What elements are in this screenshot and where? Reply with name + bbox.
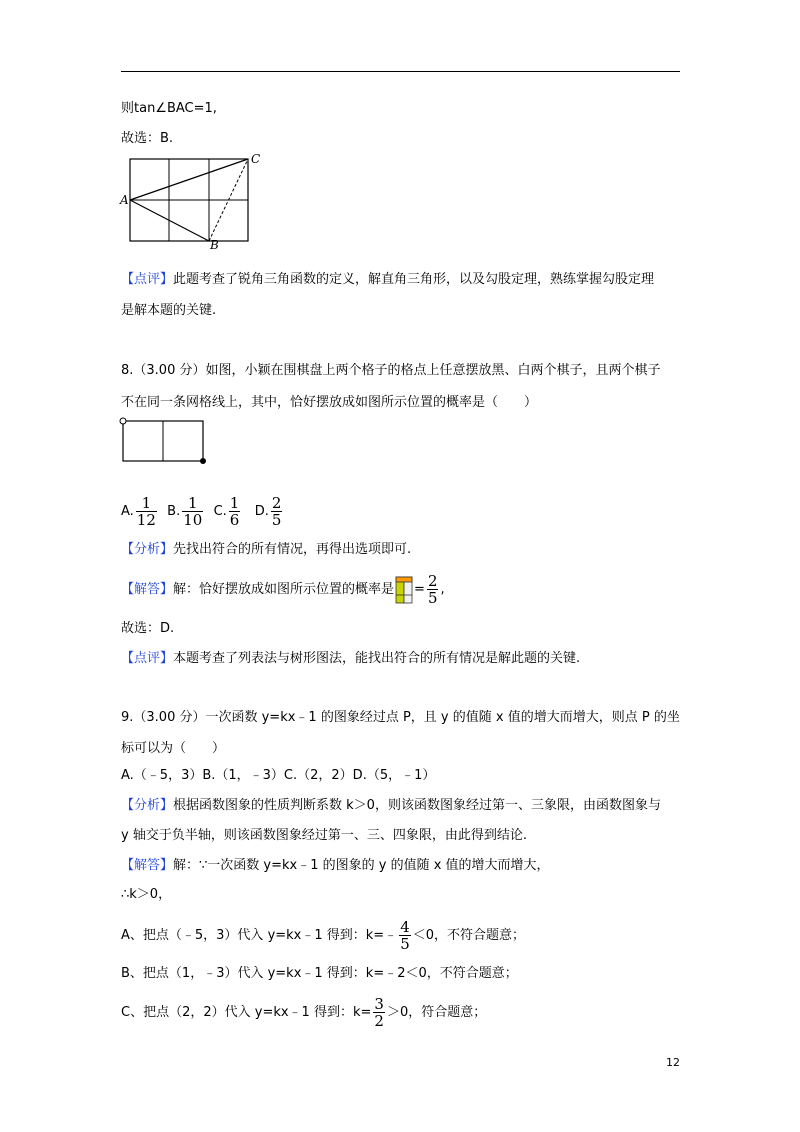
- q9-options: A.（﹣5，3）B.（1，﹣3）C.（2，2）D.（5，﹣1）: [121, 768, 436, 783]
- analysis-q9-cont: y 轴交于负半轴，则该函数图象经过第一、三、四象限，由此得到结论.: [121, 828, 527, 843]
- option-c-fraction: $\frac{1}{6}$: [229, 494, 240, 529]
- white-stone: [120, 418, 126, 424]
- option-b-fraction: $\frac{1}{10}$: [183, 494, 203, 529]
- answer-q9-c: C、把点（2，2）代入 y=kx﹣1 得到：k= $\frac{3}{2}$ ＞0，符合题意；: [121, 995, 487, 1030]
- review-q7: 【点评】此题考查了锐角三角函数的定义，解直角三角形，以及勾股定理，熟练掌握勾股定理: [121, 272, 655, 287]
- review-q8: 【点评】本题考查了列表法与树形图法，能找出符合的所有情况是解此题的关键.: [121, 651, 581, 666]
- answer-q9-a: A、把点（﹣5，3）代入 y=kx﹣1 得到：k=﹣ $\frac{4}{5}$ ＜0，不符合题意；: [121, 918, 526, 953]
- analysis-q9: 【分析】根据函数图象的性质判断系数 k＞0，则该函数图象经过第一、三象限，由函数图象与: [121, 798, 661, 813]
- label-a: A: [120, 193, 129, 207]
- label-b: B: [210, 238, 219, 250]
- q8-stem-cont: 不在同一条网格线上，其中，恰好摆放成如图所示位置的概率是（ ）: [121, 395, 538, 410]
- tan-line: 则tan∠BAC=1,: [121, 101, 217, 116]
- q8-options: A. $\frac{1}{12}$ B. $\frac{1}{10}$ C. $\frac{1}{6}$ D. $\frac{2}{5}$: [121, 494, 282, 529]
- black-stone: [200, 458, 206, 464]
- review-q7-cont: 是解本题的关键.: [121, 303, 217, 318]
- label-c: C: [251, 152, 261, 166]
- option-d-fraction: $\frac{2}{5}$: [271, 494, 282, 529]
- q9-stem-cont: 标可以为（ ）: [121, 741, 226, 756]
- answer-q8: 【解答】解：恰好摆放成如图所示位置的概率是 = $\frac{2}{5}$ ,: [121, 572, 445, 607]
- answer-q9-k: ∴k＞0，: [121, 887, 172, 902]
- q9-stem: 9.（3.00 分）一次函数 y=kx﹣1 的图象经过点 P，且 y 的值随 x 值的增大而增大，则点 P 的坐: [121, 710, 680, 725]
- go-board-figure: [116, 415, 212, 467]
- grid-figure-q7: [118, 150, 268, 250]
- choice-b: 故选：B.: [121, 131, 174, 146]
- answer-q9: 【解答】解：∵一次函数 y=kx﹣1 的图象的 y 的值随 x 值的增大而增大，: [121, 858, 550, 873]
- page-number: 12: [666, 1056, 680, 1069]
- option-a-fraction: $\frac{1}{12}$: [136, 494, 156, 529]
- choice-d: 故选：D.: [121, 621, 175, 636]
- header-rule: [121, 71, 680, 72]
- answer-q9-b: B、把点（1，﹣3）代入 y=kx﹣1 得到：k=﹣2＜0，不符合题意；: [121, 966, 518, 981]
- q8-stem: 8.（3.00 分）如图，小颖在围棋盘上两个格子的格点上任意摆放黑、白两个棋子，且两个棋子: [121, 363, 661, 378]
- analysis-q8: 【分析】先找出符合的所有情况，再得出选项即可.: [121, 542, 412, 557]
- mini-grid-icon: [395, 575, 413, 605]
